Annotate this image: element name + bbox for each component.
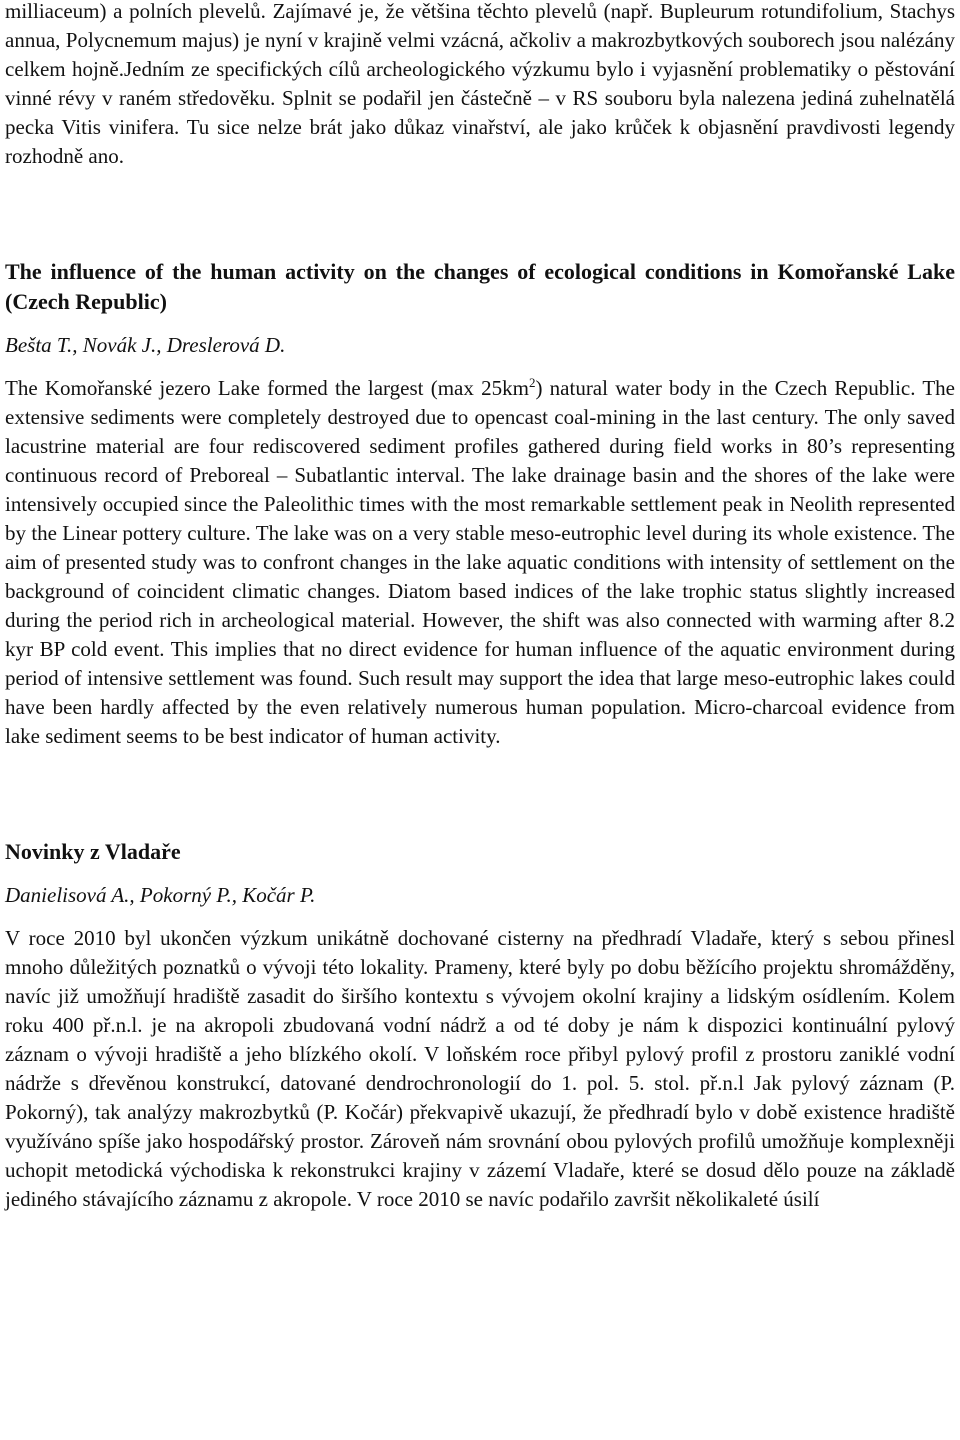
- spacer: [5, 910, 955, 924]
- section-title-vladar: Novinky z Vladaře: [5, 839, 181, 864]
- abstract-text-part-1: The Komořanské jezero Lake formed the largest (max 25km: [5, 376, 529, 400]
- document-page: [5, 0, 955, 1214]
- spacer: [5, 317, 955, 331]
- spacer: [5, 867, 955, 881]
- intro-paragraph: milliaceum) a polních plevelů. Zajímavé je, že většina těchto plevelů (např. Bupleurum rotundifolium, Stachys annua, Polycnemum majus) je nyní v krajině velmi vzácná, ačkoliv a makrozbytkových souborech jsou nalézány celkem hojně.Jedním ze specifických cílů archeologického výzkumu bylo i vyjasnění problematiky o pěstování vinné révy v raném středověku. Splnit se podařil jen částečně – v RS souboru byla nalezena jediná zuhelnatělá pecka Vitis vinifera. Tu sice nelze brát jako důkaz vinařství, ale jako krůček k objasnění pravdivosti legendy rozhodně ano.: [5, 0, 955, 168]
- abstract-komoranske: [5, 374, 955, 751]
- authors-komoranske: Bešta T., Novák J., Dreslerová D.: [5, 333, 286, 357]
- spacer: [5, 171, 955, 257]
- abstract-vladar: V roce 2010 byl ukončen výzkum unikátně dochované cisterny na předhradí Vladaře, který s sebou přinesl mnoho důležitých poznatků o vývoji této lokality. Prameny, které byly po dobu běžícího projektu shromážděny, navíc již umožňují hradiště zasadit do širšího kontextu s vývojem okolní krajiny a lidským osídlením. Kolem roku 400 př.n.l. je na akropoli zbudovaná vodní nádrž a od té doby je nám k dispozici kontinuální pylový záznam o vývoji hradiště a jeho blízkého okolí. V loňském roce přibyl pylový profil z prostoru zaniklé vodní nádrže s dřevěnou konstrukcí, datované dendrochronologií do 1. pol. 5. stol. př.n.l Jak pylový záznam (P. Pokorný), tak analýzy makrozbytků (P. Kočár) překvapivě ukazují, že předhradí bylo v době existence hradiště využíváno spíše jako hospodářský prostor. Zároveň nám srovnání obou pylových profilů umožňuje komplexněji uchopit metodická východiska k rekonstrukci krajiny v zázemí Vladaře, které se dosud dělo pouze na základě jediného stávajícího záznamu z akropole. V roce 2010 se navíc podařilo završit několikaleté úsilí: [5, 926, 955, 1211]
- superscript-2: 2: [528, 375, 536, 390]
- section-title-komoranske: The influence of the human activity on the changes of ecological conditions in Komořanské Lake (Czech Republic): [5, 259, 955, 314]
- authors-vladar: Danielisová A., Pokorný P., Kočár P.: [5, 883, 316, 907]
- abstract-text-part-2: ) natural water body in the Czech Republic. The extensive sediments were completely destroyed due to opencast coal-mining in the last century. The only saved lacustrine material are four rediscovered sediment profiles gathered during field works in 80’s representing continuous record of Preboreal – Subatlantic interval. The lake drainage basin and the shores of the lake were intensively occupied since the Paleolithic times with the most remarkable settlement peak in Neolith represented by the Linear pottery culture. The lake was on a very stable meso-eutrophic level during its whole existence. The aim of presented study was to confront changes in the lake aquatic conditions with intensity of settlement on the background of coincident climatic changes. Diatom based indices of the lake trophic status slightly increased during the period rich in archeological material. However, the shift was also connected with warming after 8.2 kyr BP cold event. This implies that no direct evidence for human influence of the aquatic environment during period of intensive settlement was found. Such result may support the idea that large meso-eutrophic lakes could have been hardly affected by the even relatively numerous human population. Micro-charcoal evidence from lake sediment seems to be best indicator of human activity.: [5, 376, 956, 748]
- spacer: [5, 751, 955, 837]
- spacer: [5, 360, 955, 374]
